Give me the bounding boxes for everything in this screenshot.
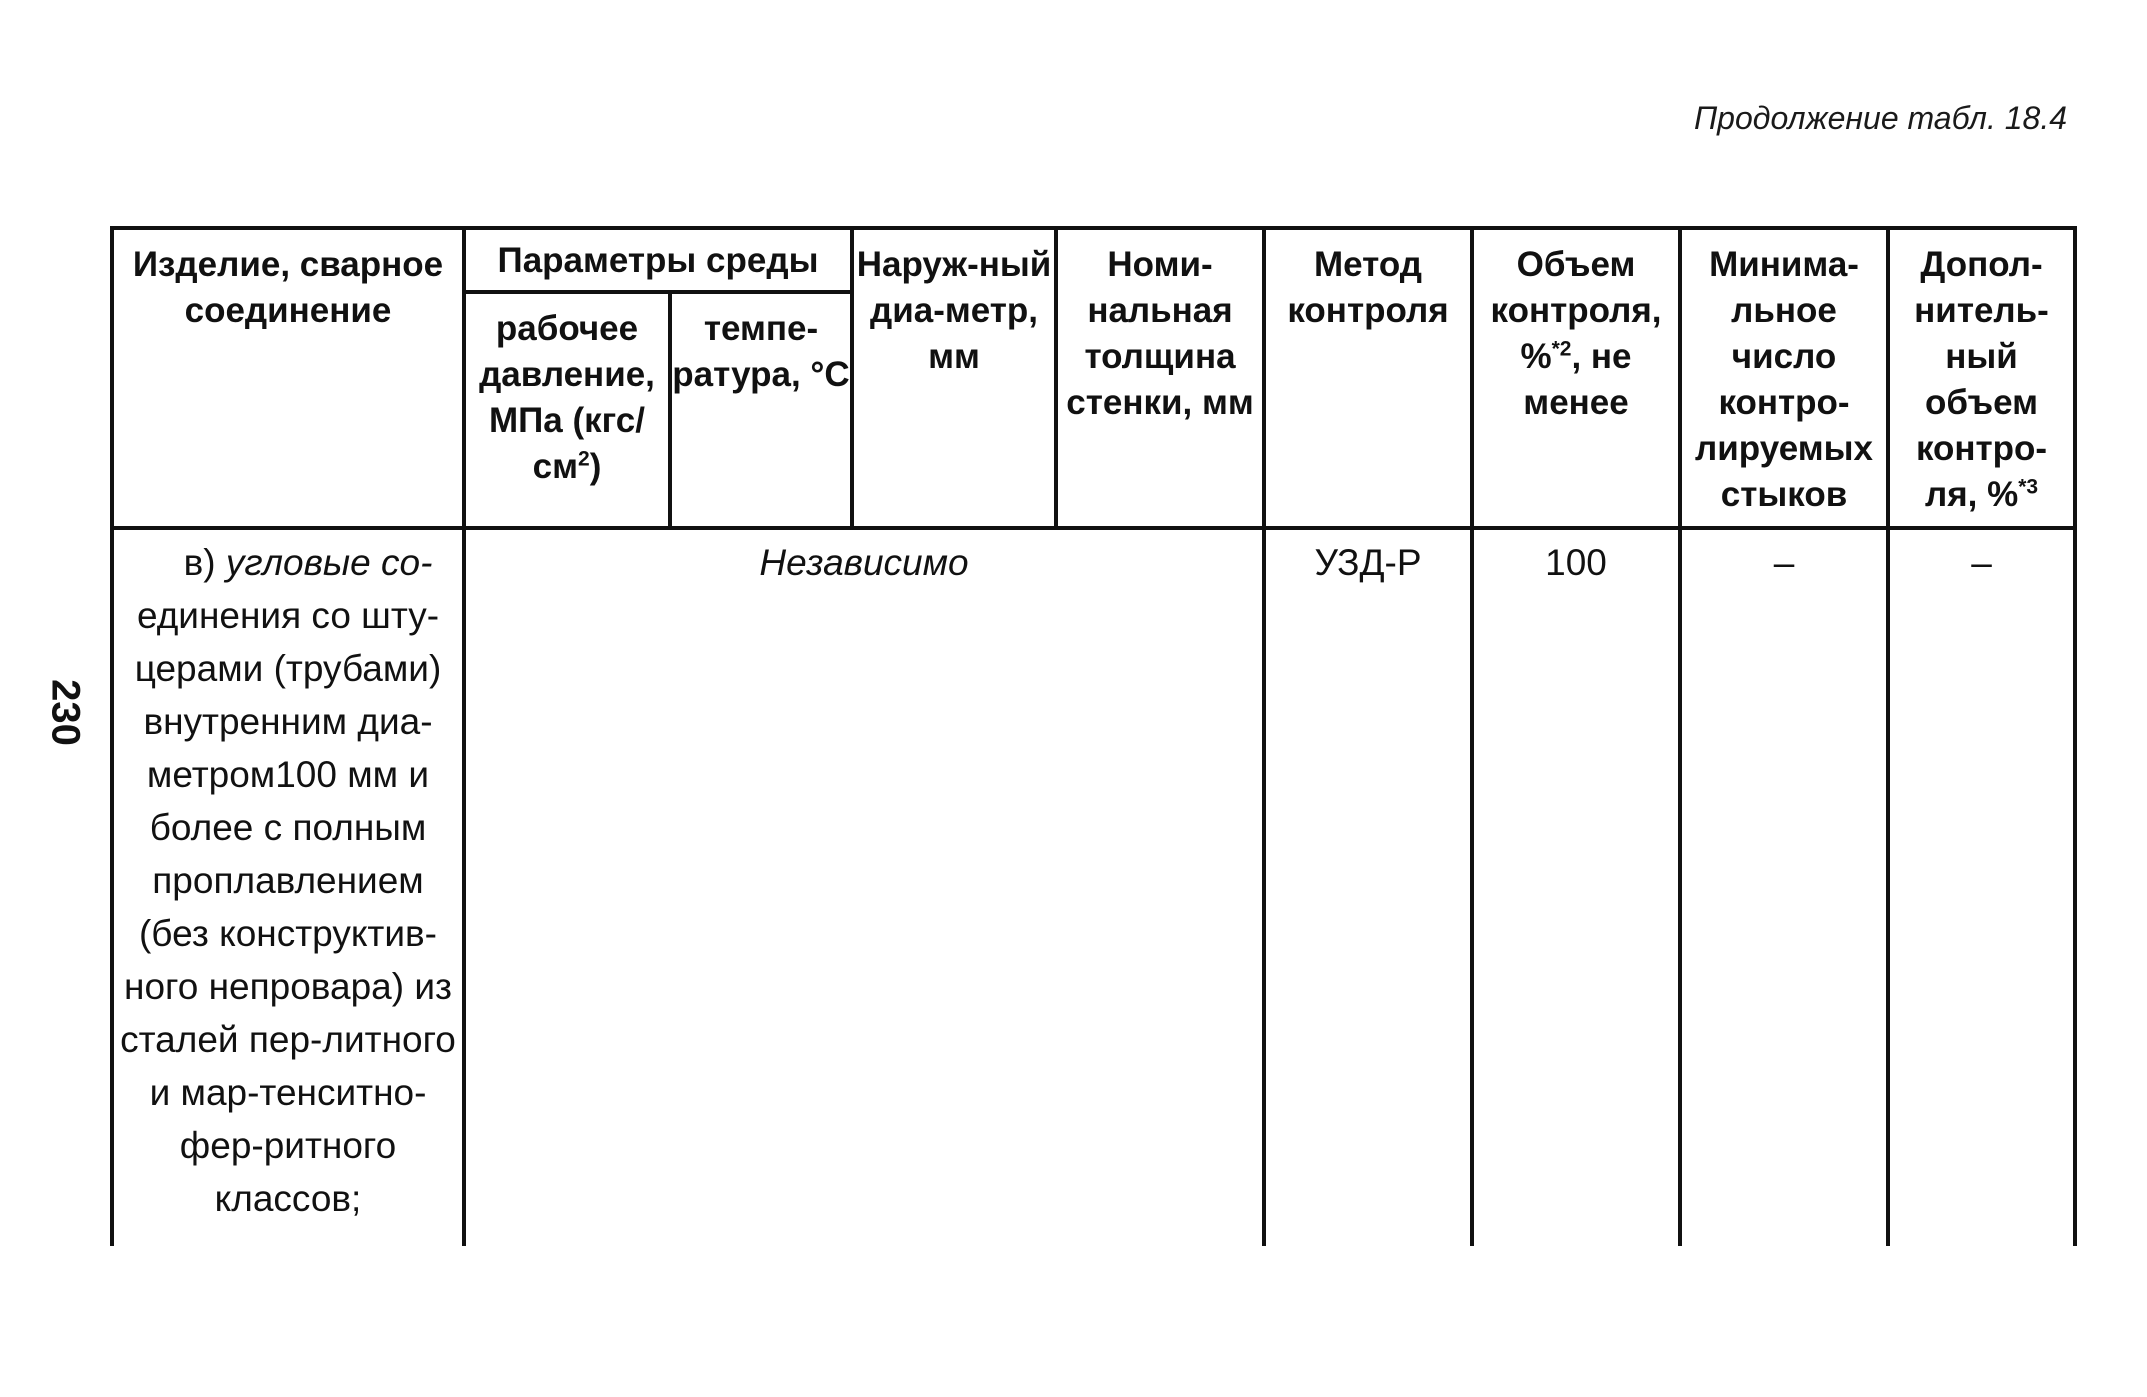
header-item-label: Изделие, сварное соединение <box>132 245 444 330</box>
extra-volume-value: – <box>1971 542 1992 583</box>
header-wall-thickness-label: Номи-нальная толщина стенки, мм <box>1066 245 1254 422</box>
header-pressure-close: ) <box>589 447 602 486</box>
page-number: 230 <box>43 679 88 746</box>
header-volume-footnote: *2 <box>1551 337 1572 361</box>
cell-method <box>1264 528 1472 1246</box>
header-temperature-label: темпе-ратура, °С <box>672 309 850 394</box>
item-description: единения со шту-церами (трубами) внутренним диа-метром100 мм и более с полным проплавлением (без конструктив-ного непровара) из сталей пер-литного и мар-тенситно-фер-ритного классов; <box>120 595 456 1219</box>
header-method <box>1264 228 1472 528</box>
header-min-joints <box>1680 228 1888 528</box>
cell-params <box>464 528 1264 1246</box>
item-prefix: в) <box>183 542 216 583</box>
header-extra-volume-footnote: *3 <box>2018 475 2039 499</box>
cell-min-joints <box>1680 528 1888 1246</box>
cell-volume <box>1472 528 1680 1246</box>
header-medium-params-label: Параметры среды <box>497 241 819 280</box>
table-row <box>112 528 2075 1246</box>
header-method-label: Метод контроля <box>1287 245 1449 330</box>
header-pressure-unit-exponent: 2 <box>578 447 590 471</box>
header-outer-diameter <box>852 228 1056 528</box>
header-volume-label: Объем контроля, % <box>1490 245 1662 376</box>
header-extra-volume-label: Допол-нитель-ный объем контро-ля, % <box>1914 245 2049 514</box>
header-item <box>112 228 464 528</box>
min-joints-value: – <box>1773 542 1795 583</box>
cell-item <box>112 528 464 1246</box>
cell-extra-volume <box>1888 528 2075 1246</box>
inspection-table <box>110 226 2077 1246</box>
header-volume <box>1472 228 1680 528</box>
header-pressure <box>464 292 670 528</box>
header-outer-diameter-label: Наруж-ный диа-метр, мм <box>856 245 1052 376</box>
header-medium-params <box>464 228 852 292</box>
header-volume-suffix: , не менее <box>1523 337 1632 422</box>
params-value: Независимо <box>759 542 969 583</box>
header-min-joints-label: Минима-льное число контро-лируемых стыков <box>1695 245 1873 514</box>
header-wall-thickness <box>1056 228 1264 528</box>
item-italic-text: угловые со- <box>215 542 433 583</box>
header-pressure-label: рабочее давление, МПа (кгс/см <box>479 309 655 486</box>
method-value: УЗД-Р <box>1314 542 1422 583</box>
volume-value: 100 <box>1545 542 1607 583</box>
header-temperature <box>670 292 852 528</box>
table-continuation-caption: Продолжение табл. 18.4 <box>1693 100 2067 136</box>
header-extra-volume <box>1888 228 2075 528</box>
